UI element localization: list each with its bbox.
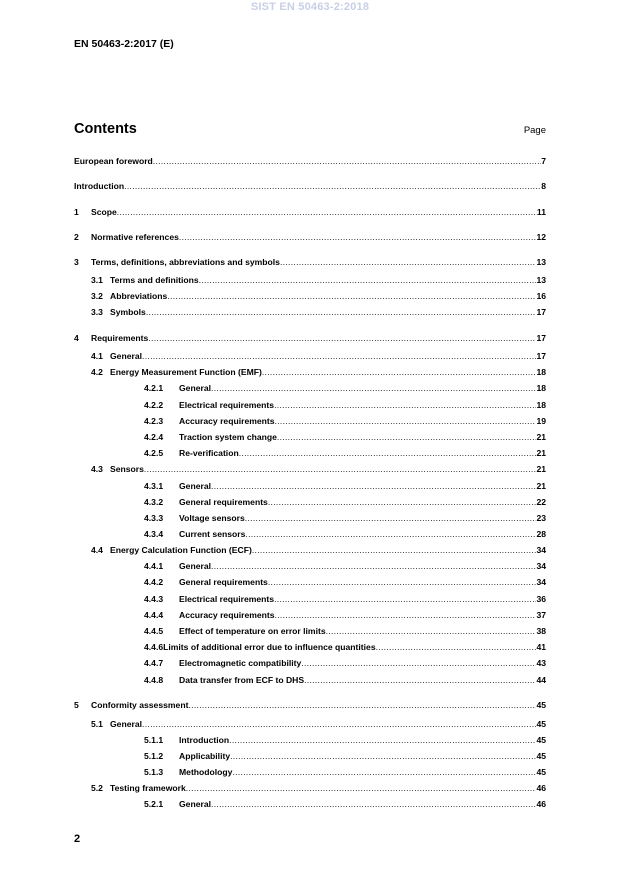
toc-number: 1 [74,207,79,217]
toc-entry-4-2-1[interactable] [144,382,546,394]
toc-page: 34 [536,577,546,587]
toc-entry-4-2-2[interactable] [144,399,546,411]
toc-title: Conformity assessment [91,700,189,710]
toc-page: 18 [536,383,546,393]
toc-number: 4.4.4 [144,610,164,620]
toc-number: 4.4.1 [144,561,164,571]
toc-title: Re-verification [179,448,239,458]
toc-title: General [110,351,143,361]
toc-entry-4-2-3[interactable] [144,415,546,427]
toc-title: Introduction [74,181,125,191]
toc-title: Accuracy requirements [179,610,275,620]
toc-page: 21 [536,481,546,491]
toc-title: General [179,481,212,491]
toc-number: 4.2.5 [144,448,164,458]
toc-entry-4-4-5[interactable] [144,625,546,637]
toc-entry-5-1-1[interactable] [144,734,546,746]
toc-title: Data transfer from ECF to DHS [179,675,305,685]
toc-title: Abbreviations [110,291,168,301]
toc-page: 13 [536,275,546,285]
toc-entry-1[interactable] [74,206,546,218]
toc-number: 4.3 [91,464,103,474]
toc-entry-4-3-4[interactable] [144,528,546,540]
toc-entry-4-4-3[interactable] [144,593,546,605]
toc-page: 46 [536,783,546,793]
toc-page: 36 [536,594,546,604]
toc-entry-introduction[interactable] [74,180,546,192]
toc-number: 4.4.2 [144,577,164,587]
toc-number: 4.4.3 [144,594,164,604]
toc-page: 12 [536,232,546,242]
toc-entry-2[interactable] [74,231,546,243]
toc-entry-5-2[interactable] [91,782,546,794]
toc-entry-4-3-1[interactable] [144,480,546,492]
toc-page: 18 [536,367,546,377]
toc-title: General [179,799,212,809]
toc-number: 5.1 [91,719,103,729]
toc-title: Methodology [179,767,233,777]
toc-title: General [179,561,212,571]
toc-number: 3.3 [91,307,103,317]
toc-page: 18 [536,400,546,410]
toc-page: 11 [536,207,546,217]
toc-title: Current sensors [179,529,246,539]
toc-entry-4[interactable] [74,332,546,344]
toc-number: 4.3.3 [144,513,164,523]
toc-page: 46 [536,799,546,809]
toc-number: 4.3.4 [144,529,164,539]
toc-title: Applicability [179,751,231,761]
toc-title: Electrical requirements [179,400,275,410]
toc-entry-4-4[interactable] [91,544,546,556]
toc-page: 13 [536,257,546,267]
toc-number: 5.2 [91,783,103,793]
page-number: 2 [74,833,81,845]
toc-entry-5-1-2[interactable] [144,750,546,762]
document-header: EN 50463-2:2017 (E) [74,38,174,50]
toc-page: 23 [536,513,546,523]
toc-entry-4-2-5[interactable] [144,447,546,459]
toc-number: 4 [74,333,79,343]
toc-title: Requirements [91,333,149,343]
toc-number: 4.4.7 [144,658,164,668]
toc-number: 5 [74,700,79,710]
toc-title: Introduction [179,735,230,745]
toc-entry-4-3-3[interactable] [144,512,546,524]
toc-number: 3.2 [91,291,103,301]
contents-title: Contents [74,121,137,137]
toc-title: Effect of temperature on error limits [179,626,326,636]
toc-page: 22 [536,497,546,507]
toc-number: 5.1.3 [144,767,164,777]
toc-entry-4-3-2[interactable] [144,496,546,508]
toc-entry-4-4-7[interactable] [144,657,546,669]
toc-page: 21 [536,464,546,474]
toc-title: General requirements [179,577,268,587]
toc-page: 17 [536,333,546,343]
toc-title: Normative references [91,232,179,242]
toc-number: 5.1.2 [144,751,164,761]
toc-title: Scope [91,207,117,217]
toc-entry-4-2[interactable] [91,366,546,378]
toc-number: 4.2 [91,367,103,377]
toc-title: Energy Measurement Function (EMF) [110,367,262,377]
toc-number: 4.2.2 [144,400,164,410]
toc-page: 16 [536,291,546,301]
toc-title: Energy Calculation Function (ECF) [110,545,252,555]
toc-number: 4.3.2 [144,497,164,507]
toc-entry-3-3[interactable] [91,306,546,318]
toc-entry-4-4-4[interactable] [144,609,546,621]
toc-number: 3 [74,257,79,267]
toc-entry-4-4-1[interactable] [144,560,546,572]
toc-title: Voltage sensors [179,513,245,523]
toc-page: 45 [536,751,546,761]
toc-title: General [110,719,143,729]
toc-title: Accuracy requirements [179,416,275,426]
toc-title: Terms, definitions, abbreviations and symbols [91,257,280,267]
toc-page: 43 [536,658,546,668]
toc-page: 8 [541,181,546,191]
toc-page: 34 [536,561,546,571]
toc-page: 19 [536,416,546,426]
toc-title: Electrical requirements [179,594,275,604]
toc-number: 4.4.8 [144,675,164,685]
toc-title: Limits of additional error due to influence quantities [163,642,376,652]
toc-number: 4.2.4 [144,432,164,442]
toc-number: 5.2.1 [144,799,164,809]
toc-number: 4.2.3 [144,416,164,426]
toc-page: 37 [536,610,546,620]
toc-page: 45 [536,719,546,729]
toc-entry-5-2-1[interactable] [144,798,546,810]
toc-page: 45 [536,700,546,710]
watermark: SIST EN 50463-2:2018 [250,1,370,13]
toc-entry-5-1-3[interactable] [144,766,546,778]
toc-page: 45 [536,735,546,745]
toc-title: European foreword [74,156,153,166]
toc-page: 41 [536,642,546,652]
toc-title: Symbols [110,307,146,317]
toc-page: 17 [536,351,546,361]
toc-entry-4-4-6[interactable] [144,641,546,653]
page-column-label: Page [523,125,546,136]
toc-number: 4.4.6 [144,642,164,652]
toc-page: 21 [536,432,546,442]
toc-number: 2 [74,232,79,242]
toc-number: 4.2.1 [144,383,164,393]
toc-entry-4-2-4[interactable] [144,431,546,443]
toc-entry-4-4-8[interactable] [144,674,546,686]
toc-page: 45 [536,767,546,777]
toc-page: 44 [536,675,546,685]
toc-title: Sensors [110,464,144,474]
toc-number: 4.4 [91,545,103,555]
toc-page: 28 [536,529,546,539]
toc-number: 5.1.1 [144,735,164,745]
toc-title: Electromagnetic compatibility [179,658,302,668]
toc-number: 4.3.1 [144,481,164,491]
toc-number: 4.1 [91,351,103,361]
toc-entry-4-1[interactable] [91,350,546,362]
toc-number: 4.4.5 [144,626,164,636]
toc-title: General requirements [179,497,268,507]
toc-title: Testing framework [110,783,186,793]
toc-page: 34 [536,545,546,555]
toc-entry-4-3[interactable] [91,463,546,475]
toc-page: 38 [536,626,546,636]
toc-page: 21 [536,448,546,458]
toc-entry-5[interactable] [74,699,546,711]
toc-entry-european-foreword[interactable] [74,155,546,167]
toc-number: 3.1 [91,275,103,285]
toc-title: Traction system change [179,432,277,442]
toc-entry-3-1[interactable] [91,274,546,286]
toc-title: General [179,383,212,393]
toc-entry-5-1[interactable] [91,718,546,730]
toc-page: 7 [541,156,546,166]
toc-entry-3-2[interactable] [91,290,546,302]
toc-entry-3[interactable] [74,256,546,268]
toc-entry-4-4-2[interactable] [144,576,546,588]
toc-page: 17 [536,307,546,317]
toc-title: Terms and definitions [110,275,199,285]
